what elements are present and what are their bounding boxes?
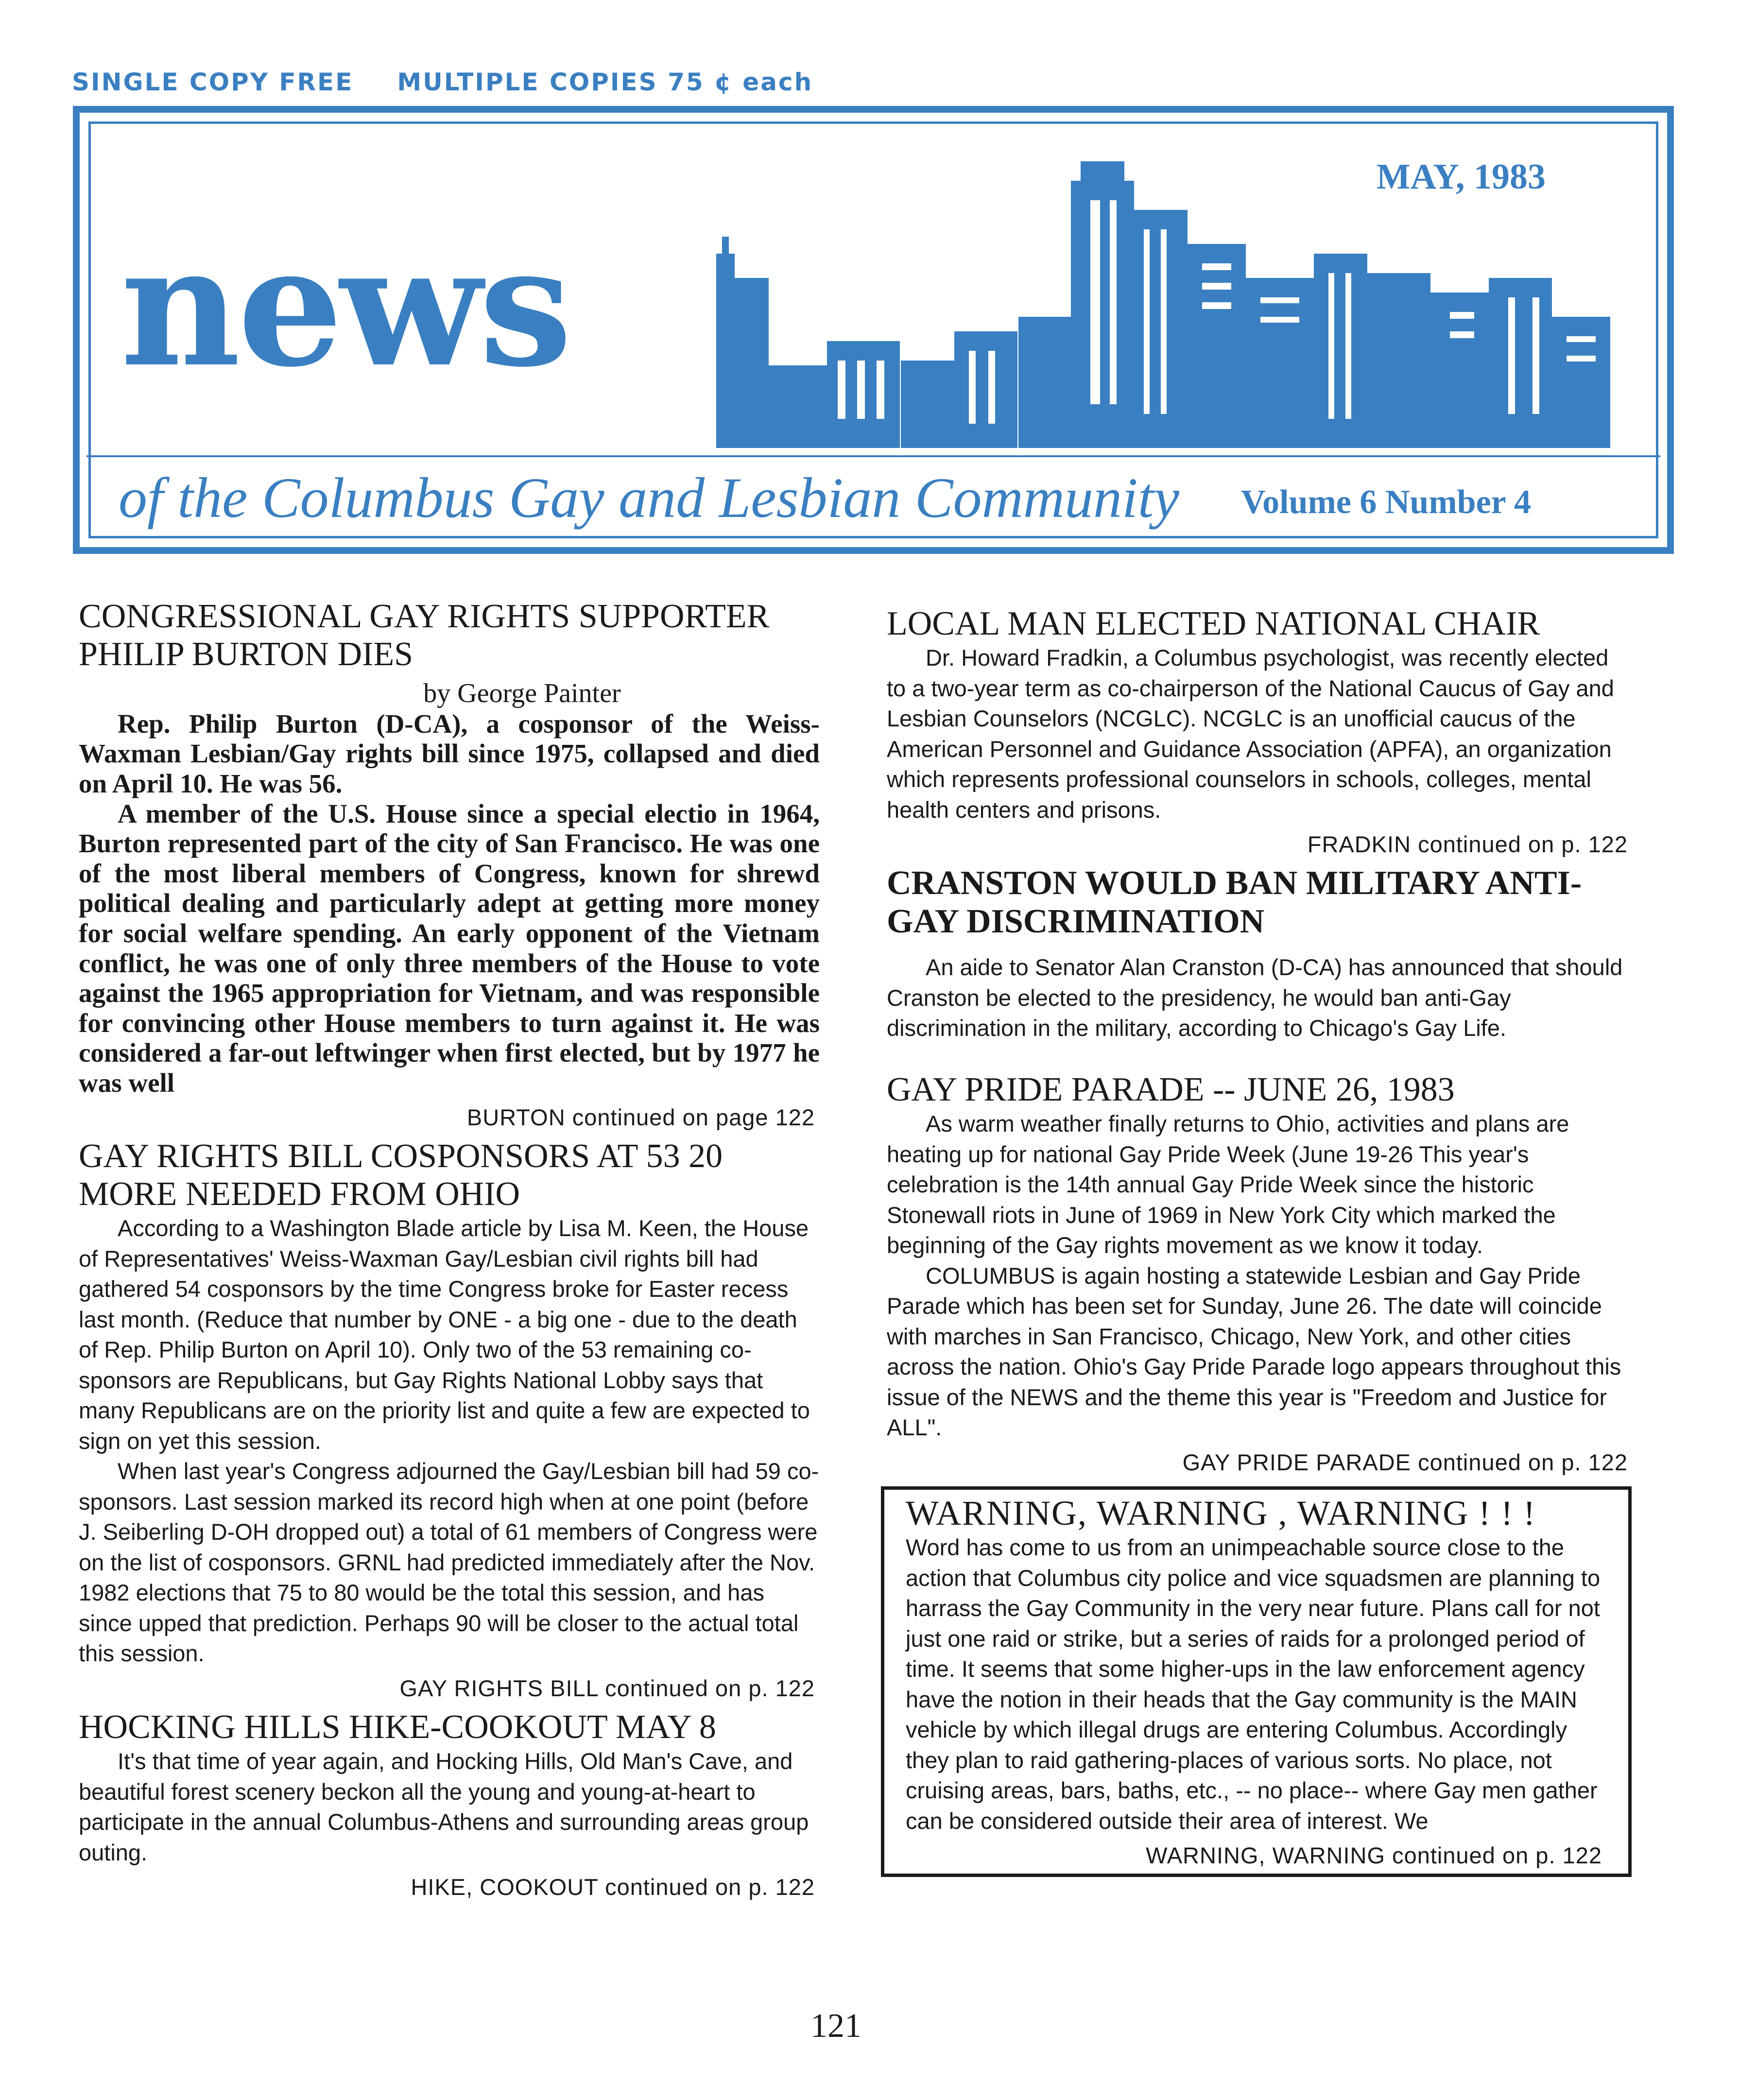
continued-note: BURTON continued on page 122	[466, 1104, 815, 1130]
article-paragraph: Rep. Philip Burton (D-CA), a cosponsor of the Weiss-Waxman Lesbian/Gay rights bill since 1975, collapsed and died on April 10. He was 56.	[79, 708, 820, 798]
page-number: 121	[810, 2007, 861, 2045]
article-paragraph: An aide to Senator Alan Cranston (D-CA) has announced that should Cranston be elected to the presidency, he would ban anti-Gay discrimination in the military, according to Chicago's Gay Life.	[887, 954, 1623, 1041]
multiple-copies-note: MULTIPLE COPIES 75 ¢ each	[397, 68, 813, 96]
article-headline: CONGRESSIONAL GAY RIGHTS SUPPORTER PHILIP BURTON DIES	[79, 598, 770, 673]
article-headline: CRANSTON WOULD BAN MILITARY ANTI-GAY DISCRIMINATION	[887, 864, 1582, 940]
distribution-note	[72, 68, 813, 96]
byline: by George Painter	[423, 678, 621, 708]
single-copy-note: SINGLE COPY FREE	[72, 68, 354, 96]
article-paragraph: When last year's Congress adjourned the Gay/Lesbian bill had 59 co-sponsors. Last session marked its record high when at one point (before J. Seiberling D-OH dropped out) a total of 61 members of Congress were on the list of cosponsors. GRNL had predicted immediately after the Nov. 1982 elections that 75 to 80 would be the total this session, and has since upped that prediction. Perhaps 90 will be closer to the actual total this session.	[79, 1458, 819, 1667]
article-parade	[887, 1071, 1633, 1476]
issue-date: MAY, 1983	[1376, 157, 1546, 197]
article-fradkin	[887, 605, 1633, 858]
continued-note: GAY RIGHTS BILL continued on p. 122	[399, 1675, 815, 1701]
article-burton	[79, 598, 820, 1131]
masthead-divider	[86, 455, 1660, 457]
article-headline: HOCKING HILLS HIKE-COOKOUT MAY 8	[79, 1708, 716, 1746]
masthead	[73, 106, 1674, 554]
continued-note: FRADKIN continued on p. 122	[1307, 831, 1628, 858]
city-skyline-illustration	[711, 132, 1615, 448]
article-paragraph: According to a Washington Blade article by Lisa M. Keen, the House of Representatives' Weiss-Waxman Gay/Lesbian civil rights bill had gathered 54 cosponsors by the time Congress broke for Easter recess last month. (Reduce that number by ONE - a big one - due to the death of Rep. Philip Burton on April 10). Only two of the 53 remaining co-sponsors are Republicans, but Gay Rights National Lobby says that many Republicans are on the priority list and quite a few are expected to sign on yet this session.	[79, 1215, 810, 1454]
article-paragraph: As warm weather finally returns to Ohio, activities and plans are heating up for national Gay Pride Week (June 19-26 This year's celebration is the 14th annual Gay Pride Week since the historic Stonewall riots in June of 1969 in New York City which marked the beginning of the Gay rights movement as we know it today.	[887, 1111, 1569, 1258]
article-paragraph: It's that time of year again, and Hocking Hills, Old Man's Cave, and beautiful forest scenery beckon all the young and young-at-heart to participate in the annual Columbus-Athens and surrounding areas group outing.	[79, 1748, 809, 1865]
article-paragraph: Word has come to us from an unimpeachable source close to the action that Columbus city police and vice squadsmen are planning to harrass the Gay Community in the very near future. Plans call for not just one raid or strike, but a series of raids for a prolonged period of time. It seems that some higher-ups in the law enforcement agency have the notion in their heads that the Gay community is the MAIN vehicle by which illegal drugs are entering Columbus. Accordingly they plan to raid gathering-places of various sorts. No place, not cruising areas, bars, baths, etc., -- no place-- where Gay men gather can be considered outside their area of interest. We	[906, 1534, 1601, 1834]
article-paragraph: COLUMBUS is again hosting a statewide Lesbian and Gay Pride Parade which has been set for Sunday, June 26. The date will coincide with marches in San Francisco, Chicago, New York, and other cities across the nation. Ohio's Gay Pride Parade logo appears throughout this issue of the NEWS and the theme this year is "Freedom and Justice for ALL".	[887, 1262, 1621, 1441]
article-hike	[79, 1708, 820, 1900]
article-cosponsors	[79, 1137, 820, 1702]
article-paragraph: A member of the U.S. House since a special electio in 1964, Burton represented part of the city of San Francisco. He was one of the most liberal members of Congress, known for shrewd political dealing and particularly adept at getting more money for social welfare spending. An early opponent of the Vietnam conflict, he was one of only three members of the House to vote against the 1965 appropriation for Vietnam, and was responsible for convincing other House members to turn against it. He was considered a far-out leftwinger when first elected, but by 1977 he was well	[79, 798, 820, 1098]
masthead-subtitle: of the Columbus Gay and Lesbian Community	[119, 466, 1179, 530]
masthead-title: news	[121, 210, 569, 404]
right-column	[887, 605, 1633, 1877]
article-paragraph: Dr. Howard Fradkin, a Columbus psychologist, was recently elected to a two-year term as co-chairperson of the National Caucus of Gay and Lesbian Counselors (NCGLC). NCGLC is an unofficial caucus of the American Personnel and Guidance Association (APFA), an organization which represents professional counselors in schools, colleges, mental health centers and prisons.	[887, 645, 1614, 823]
article-warning-box	[881, 1486, 1632, 1877]
article-cranston	[887, 864, 1633, 1043]
left-column	[79, 598, 820, 1907]
article-headline: GAY RIGHTS BILL COSPONSORS AT 53 20 MORE NEEDED FROM OHIO	[79, 1137, 723, 1213]
article-headline: WARNING, WARNING , WARNING ! ! !	[906, 1493, 1536, 1532]
continued-note: HIKE, COOKOUT continued on p. 122	[411, 1874, 815, 1900]
article-headline: GAY PRIDE PARADE -- JUNE 26, 1983	[887, 1070, 1455, 1108]
volume-number: Volume 6 Number 4	[1241, 483, 1531, 521]
continued-note: WARNING, WARNING continued on p. 122	[1146, 1842, 1602, 1869]
continued-note: GAY PRIDE PARADE continued on p. 122	[1182, 1449, 1628, 1475]
article-headline: LOCAL MAN ELECTED NATIONAL CHAIR	[887, 605, 1540, 642]
